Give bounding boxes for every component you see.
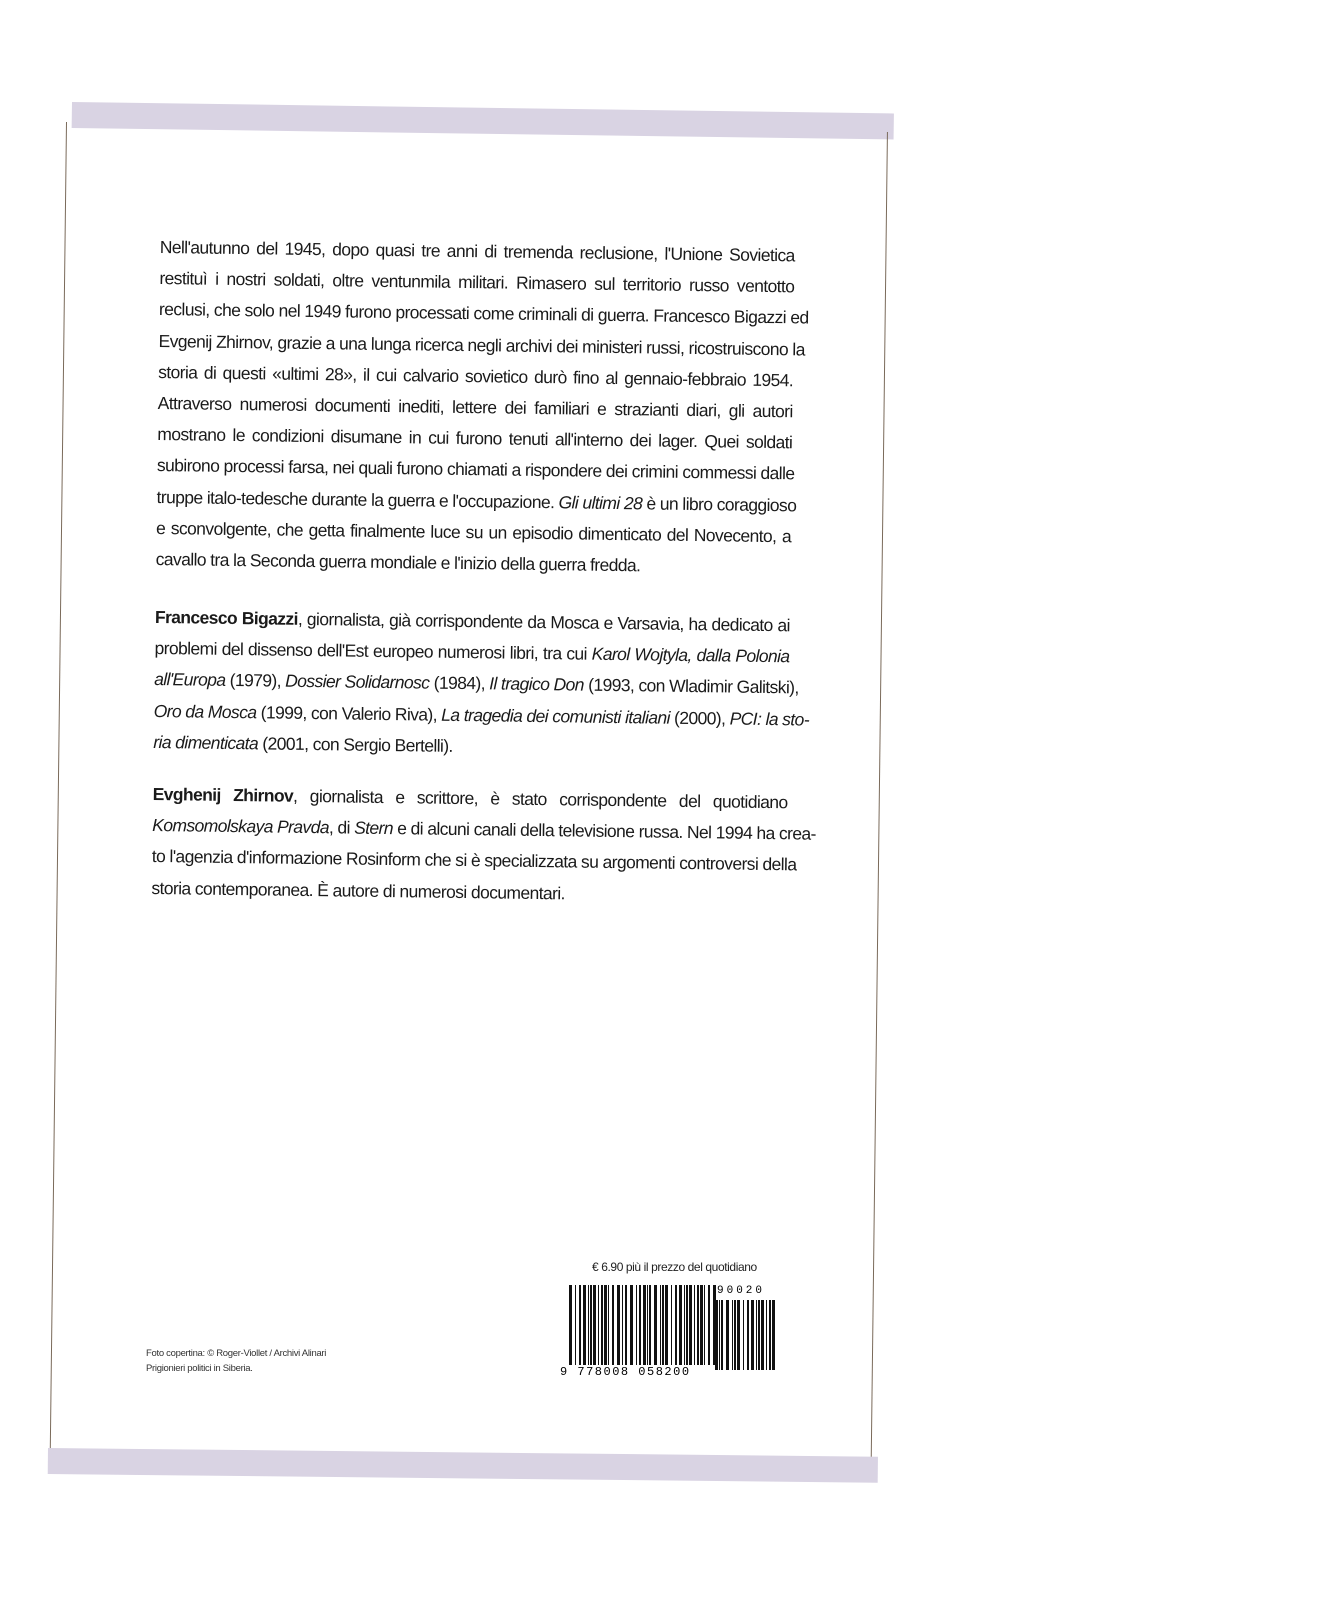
book-title: Stern <box>354 817 394 839</box>
paragraph <box>151 779 816 912</box>
text-run: (1979), <box>225 670 286 692</box>
barcode-bar <box>756 1300 757 1370</box>
barcode-bar <box>654 1285 657 1365</box>
price-label: € 6.90 più il prezzo del quotidiano <box>592 1260 757 1274</box>
barcode-bar <box>761 1300 764 1370</box>
barcode-bar <box>721 1300 723 1370</box>
barcode-bar <box>675 1285 677 1365</box>
barcode-bar <box>671 1285 672 1365</box>
barcode-bar <box>747 1300 749 1370</box>
text-run: (1984), <box>429 673 490 694</box>
barcode-bar <box>588 1285 589 1365</box>
barcode-bar <box>766 1300 767 1370</box>
barcode-bar <box>726 1300 729 1370</box>
text-run: Evgenij Zhirnov, grazie a una lunga ricerca negli archivi dei ministeri russi, ricostruiscono la <box>158 330 805 360</box>
barcode-bar <box>772 1300 775 1370</box>
barcode-digits: 9 778008 058200 <box>560 1365 691 1379</box>
book-title: Gli ultimi 28 <box>558 491 643 513</box>
text-run: problemi del dissenso dell'Est europeo numerosi libri, tra cui <box>154 638 592 664</box>
barcode-bar <box>769 1300 771 1370</box>
text-run: cavallo tra la Seconda guerra mondiale e l'inizio della guerra fredda. <box>155 548 641 576</box>
text-run: , giornalista e scrittore, è stato corrispondente del quotidiano <box>292 785 788 813</box>
barcode-bar <box>612 1285 614 1365</box>
barcode-bar <box>732 1300 733 1370</box>
barcode-bar <box>686 1285 688 1365</box>
barcode-bar <box>604 1285 607 1365</box>
text-run: truppe italo-tedesche durante la guerra e l'occupazione. <box>156 486 559 512</box>
barcode-bar <box>662 1285 664 1365</box>
barcode-bar <box>593 1285 596 1365</box>
book-title: Dossier Solidarnosc <box>285 671 430 694</box>
barcode-bar <box>734 1300 736 1370</box>
text-run: reclusi, che solo nel 1949 furono processati come criminali di guerra. Francesco Bigazzi ed <box>158 299 809 328</box>
text-run: to l'agenzia d'informazione Rosinform che si è specializzata su argomenti controversi della <box>151 846 797 875</box>
photo-credits <box>146 1346 326 1376</box>
text-run: subirono processi farsa, nei quali furono chiamati a rispondere dei crimini commessi dalle <box>156 455 795 484</box>
barcode-bar <box>630 1285 633 1365</box>
barcode-bar <box>625 1285 627 1365</box>
barcode-bar <box>751 1300 754 1370</box>
text-run: (1993, con Wladimir Galitski), <box>583 675 799 698</box>
barcode-bar <box>694 1285 695 1365</box>
barcode-bar <box>697 1285 699 1365</box>
barcode-bar <box>590 1285 592 1365</box>
book-title: PCI: la sto- <box>729 708 810 730</box>
barcode-bar <box>636 1285 637 1365</box>
text-run: Nell'autunno del 1945, dopo quasi tre anni di tremenda reclusione, l'Unione Sovietica <box>159 236 795 266</box>
book-title: Komsomolskaya Pravda <box>152 815 330 838</box>
barcode-bar <box>700 1285 703 1365</box>
barcode-bar <box>617 1285 620 1365</box>
barcode-bar <box>715 1300 718 1370</box>
text-run: e sconvolgente, che getta finalmente luce su un episodio dimenticato del Novecento, a <box>155 517 792 546</box>
addon-digits: 90020 <box>717 1285 766 1297</box>
barcode-bar <box>639 1285 641 1365</box>
barcode-bar <box>649 1285 651 1365</box>
text-run: storia di questi «ultimi 28», il cui calvario sovietico durò fino al gennaio-febbraio 1954. <box>158 361 794 391</box>
blurb-text <box>151 232 816 939</box>
credit-line: Foto copertina: © Roger-Viollet / Archivi Alinari <box>146 1348 327 1359</box>
barcode-bars <box>569 1285 719 1365</box>
barcode-bar <box>601 1285 603 1365</box>
text-run: , di <box>328 817 355 838</box>
barcode-bar <box>743 1300 744 1370</box>
paragraph <box>155 232 809 583</box>
text-run: mostrano le condizioni disumane in cui furono tenuti all'interno dei lager. Quei soldati <box>157 424 793 453</box>
caption-line: Prigionieri politici in Siberia. <box>146 1363 253 1374</box>
barcode-bar <box>608 1285 609 1365</box>
author-name: Francesco Bigazzi <box>154 607 299 629</box>
barcode-bar <box>758 1300 760 1370</box>
barcode-bar <box>689 1285 692 1365</box>
text-run: , giornalista, già corrispondente da Mosca e Varsavia, ha dedicato ai <box>297 608 791 636</box>
barcode-bar <box>660 1285 661 1365</box>
barcode-bar <box>704 1285 705 1365</box>
barcode-bar <box>575 1285 576 1365</box>
barcode-bar <box>569 1285 572 1365</box>
barcode-bar <box>622 1285 623 1365</box>
text-run: e di alcuni canali della televisione russa. Nel 1994 ha crea- <box>392 818 816 844</box>
book-title: Il tragico Don <box>489 673 585 696</box>
barcode-bar <box>719 1300 720 1370</box>
book-title: all'Europa <box>154 669 226 691</box>
barcode-bar <box>643 1285 646 1365</box>
text-run: restituì i nostri soldati, oltre ventunmila militari. Rimasero sul territorio russo ventotto <box>159 268 795 297</box>
barcode-bar <box>708 1285 710 1365</box>
text-run: (2000), <box>669 707 730 729</box>
author-name: Evghenij Zhirnov <box>152 783 294 806</box>
paragraph <box>153 602 810 766</box>
barcode-bar <box>684 1285 685 1365</box>
barcode-bar <box>679 1285 682 1365</box>
barcode-bar <box>598 1285 599 1365</box>
book-title: Oro da Mosca <box>153 700 257 722</box>
addon-barcode-bars <box>715 1300 775 1370</box>
text-run: storia contemporanea. È autore di numerosi documentari. <box>151 877 566 903</box>
book-title: ria dimenticata <box>153 731 259 754</box>
barcode-bar <box>665 1285 668 1365</box>
barcode-bar <box>579 1285 581 1365</box>
barcode-bar <box>583 1285 586 1365</box>
text-run: è un libro coraggioso <box>642 492 797 515</box>
book-title: Karol Wojtyla, dalla Polonia <box>591 643 790 667</box>
book-title: La tragedia dei comunisti italiani <box>441 704 671 728</box>
text-run: Attraverso numerosi documenti inediti, lettere dei familiari e strazianti diari, gli autori <box>157 392 793 422</box>
text-run: (1999, con Valerio Riva), <box>256 701 442 725</box>
barcode-bar <box>647 1285 648 1365</box>
text-run: (2001, con Sergio Bertelli). <box>257 733 453 756</box>
barcode-bar <box>737 1300 740 1370</box>
